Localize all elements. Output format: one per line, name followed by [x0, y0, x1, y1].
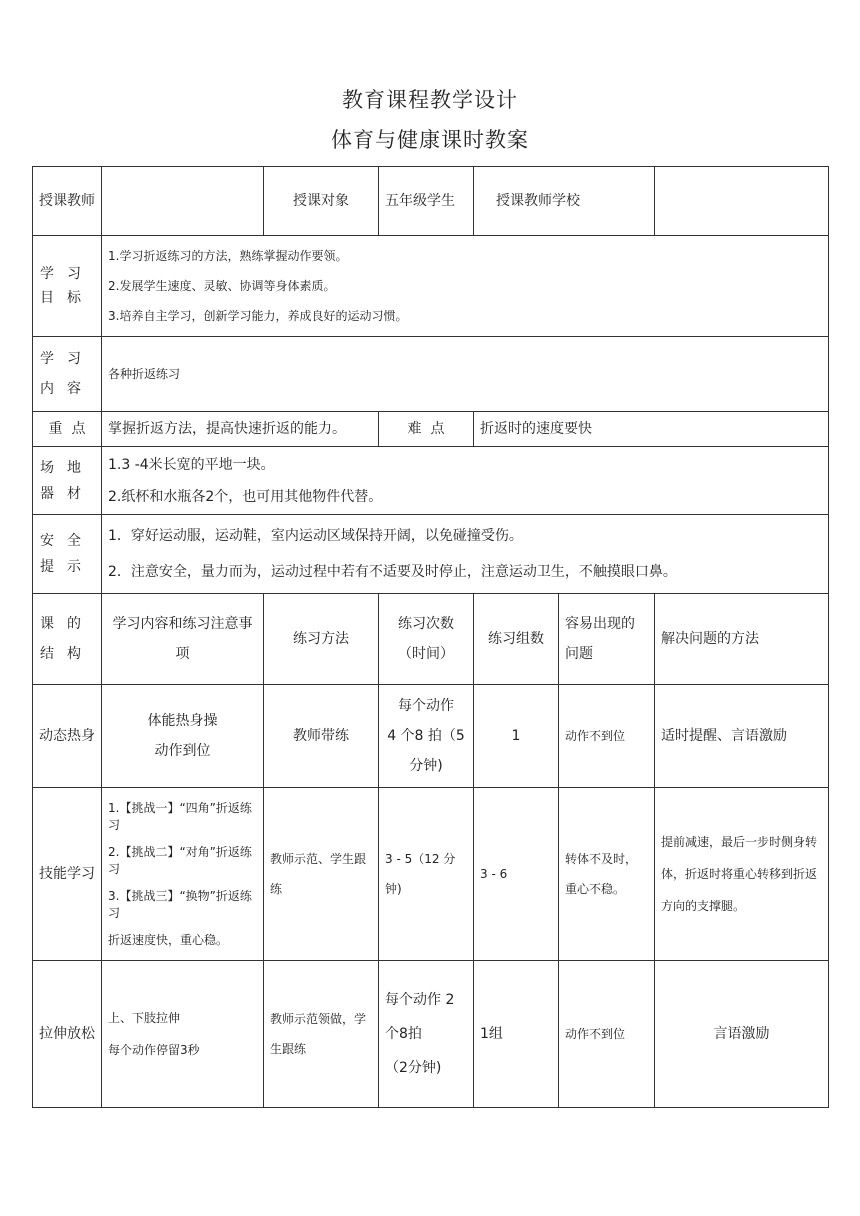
row-content-line: 1.【挑战一】“四角”折返练习: [108, 800, 252, 832]
row-problem: 动作不到位: [559, 961, 655, 1108]
teacher-label: 授课教师: [33, 167, 102, 236]
objective-item: 2.发展学生速度、灵敏、协调等身体素质。: [108, 279, 336, 293]
structure-col-content: 学习内容和练习注意事项: [102, 594, 264, 685]
table-row: [33, 961, 829, 1108]
row-content-line: 折返速度快，重心稳。: [108, 932, 229, 947]
table-row: [33, 685, 829, 788]
key-point-value: 掌握折返方法，提高快速折返的能力。: [102, 412, 379, 447]
row-times: 3 - 5（12 分钟): [379, 788, 474, 961]
row-method: 教师示范、学生跟练: [264, 788, 379, 961]
key-point-label: 重 点: [33, 412, 102, 447]
row-content-line: 体能热身操: [147, 713, 218, 729]
row-groups: 1组: [474, 961, 559, 1108]
safety-row: [33, 515, 829, 594]
row-content-line: 3.【挑战三】“换物”折返练习: [108, 888, 252, 920]
row-groups: 3 - 6: [474, 788, 559, 961]
row-times-line: 每个动作 2: [385, 992, 455, 1008]
structure-col-groups: 练习组数: [474, 594, 559, 685]
info-row: [33, 167, 829, 236]
row-problem: 动作不到位: [559, 685, 655, 788]
content-label: 学习内容: [33, 337, 102, 412]
row-part: 拉伸放松: [33, 961, 102, 1108]
safety-item: 2．注意安全，量力而为，运动过程中若有不适要及时停止，注意运动卫生，不触摸眼口鼻。: [108, 564, 677, 580]
row-solution: 提前减速，最后一步时侧身转体，折返时将重心转移到折返方向的支撑腿。: [655, 788, 829, 961]
structure-col-method: 练习方法: [264, 594, 379, 685]
target-value: 五年级学生: [379, 167, 474, 236]
school-label: 授课教师学校: [474, 167, 655, 236]
safety-list: [102, 515, 829, 594]
difficulty-value: 折返时的速度要快: [474, 412, 829, 447]
objective-item: 3.培养自主学习，创新学习能力，养成良好的运动习惯。: [108, 309, 408, 323]
focus-row: [33, 412, 829, 447]
content-value: 各种折返练习: [102, 337, 829, 412]
objective-item: 1.学习折返练习的方法，熟练掌握动作要领。: [108, 249, 348, 263]
venue-list: [102, 447, 829, 515]
row-content-line: 上、下肢拉伸: [108, 1011, 181, 1025]
safety-item: 1．穿好运动服，运动鞋，室内运动区域保持开阔，以免碰撞受伤。: [108, 528, 523, 544]
difficulty-label: 难 点: [379, 412, 474, 447]
school-value: [655, 167, 829, 236]
teacher-value: [102, 167, 264, 236]
row-part: 动态热身: [33, 685, 102, 788]
document-title: 教育课程教学设计: [342, 88, 518, 112]
row-content-line: 2.【挑战二】“对角”折返练习: [108, 844, 252, 876]
row-problem: 转体不及时，重心不稳。: [559, 788, 655, 961]
structure-col-solution: 解决问题的方法: [655, 594, 829, 685]
target-label: 授课对象: [264, 167, 379, 236]
row-times-line: 每个动作: [398, 698, 454, 714]
structure-col-problem: 容易出现的问题: [559, 594, 655, 685]
row-content: [102, 685, 264, 788]
objectives-label: 学习目标: [33, 236, 102, 337]
row-content: [102, 961, 264, 1108]
content-row: [33, 337, 829, 412]
venue-row: [33, 447, 829, 515]
row-part: 技能学习: [33, 788, 102, 961]
structure-header-row: [33, 594, 829, 685]
structure-col-part: 课的结构: [33, 594, 102, 685]
row-solution: 言语激励: [655, 961, 829, 1108]
row-times-line: 4 个8 拍（5: [387, 728, 465, 744]
row-content: [102, 788, 264, 961]
row-times-line: 分钟): [409, 758, 443, 774]
times-header-line: 练习次数: [398, 616, 454, 632]
venue-item: 2.纸杯和水瓶各2个，也可用其他物件代替。: [108, 488, 383, 505]
venue-item: 1.3 -4米长宽的平地一块。: [108, 456, 275, 473]
row-times-line: （2分钟): [385, 1060, 442, 1076]
row-method: 教师示范领做，学生跟练: [264, 961, 379, 1108]
venue-label: 场地器材: [33, 447, 102, 515]
objectives-list: [102, 236, 829, 337]
row-content-line: 每个动作停留3秒: [108, 1043, 200, 1057]
safety-label: 安全提示: [33, 515, 102, 594]
row-method: 教师带练: [264, 685, 379, 788]
row-times: [379, 961, 474, 1108]
document-subtitle: 体育与健康课时教案: [331, 128, 529, 152]
times-header-line: （时间）: [398, 646, 454, 662]
row-groups: 1: [474, 685, 559, 788]
lesson-plan-table: [32, 166, 829, 1108]
objectives-row: [33, 236, 829, 337]
row-times: [379, 685, 474, 788]
row-solution: 适时提醒、言语激励: [655, 685, 829, 788]
table-row: [33, 788, 829, 961]
row-content-line: 动作到位: [154, 743, 211, 759]
structure-col-times: [379, 594, 474, 685]
row-times-line: 个8拍: [385, 1026, 422, 1042]
